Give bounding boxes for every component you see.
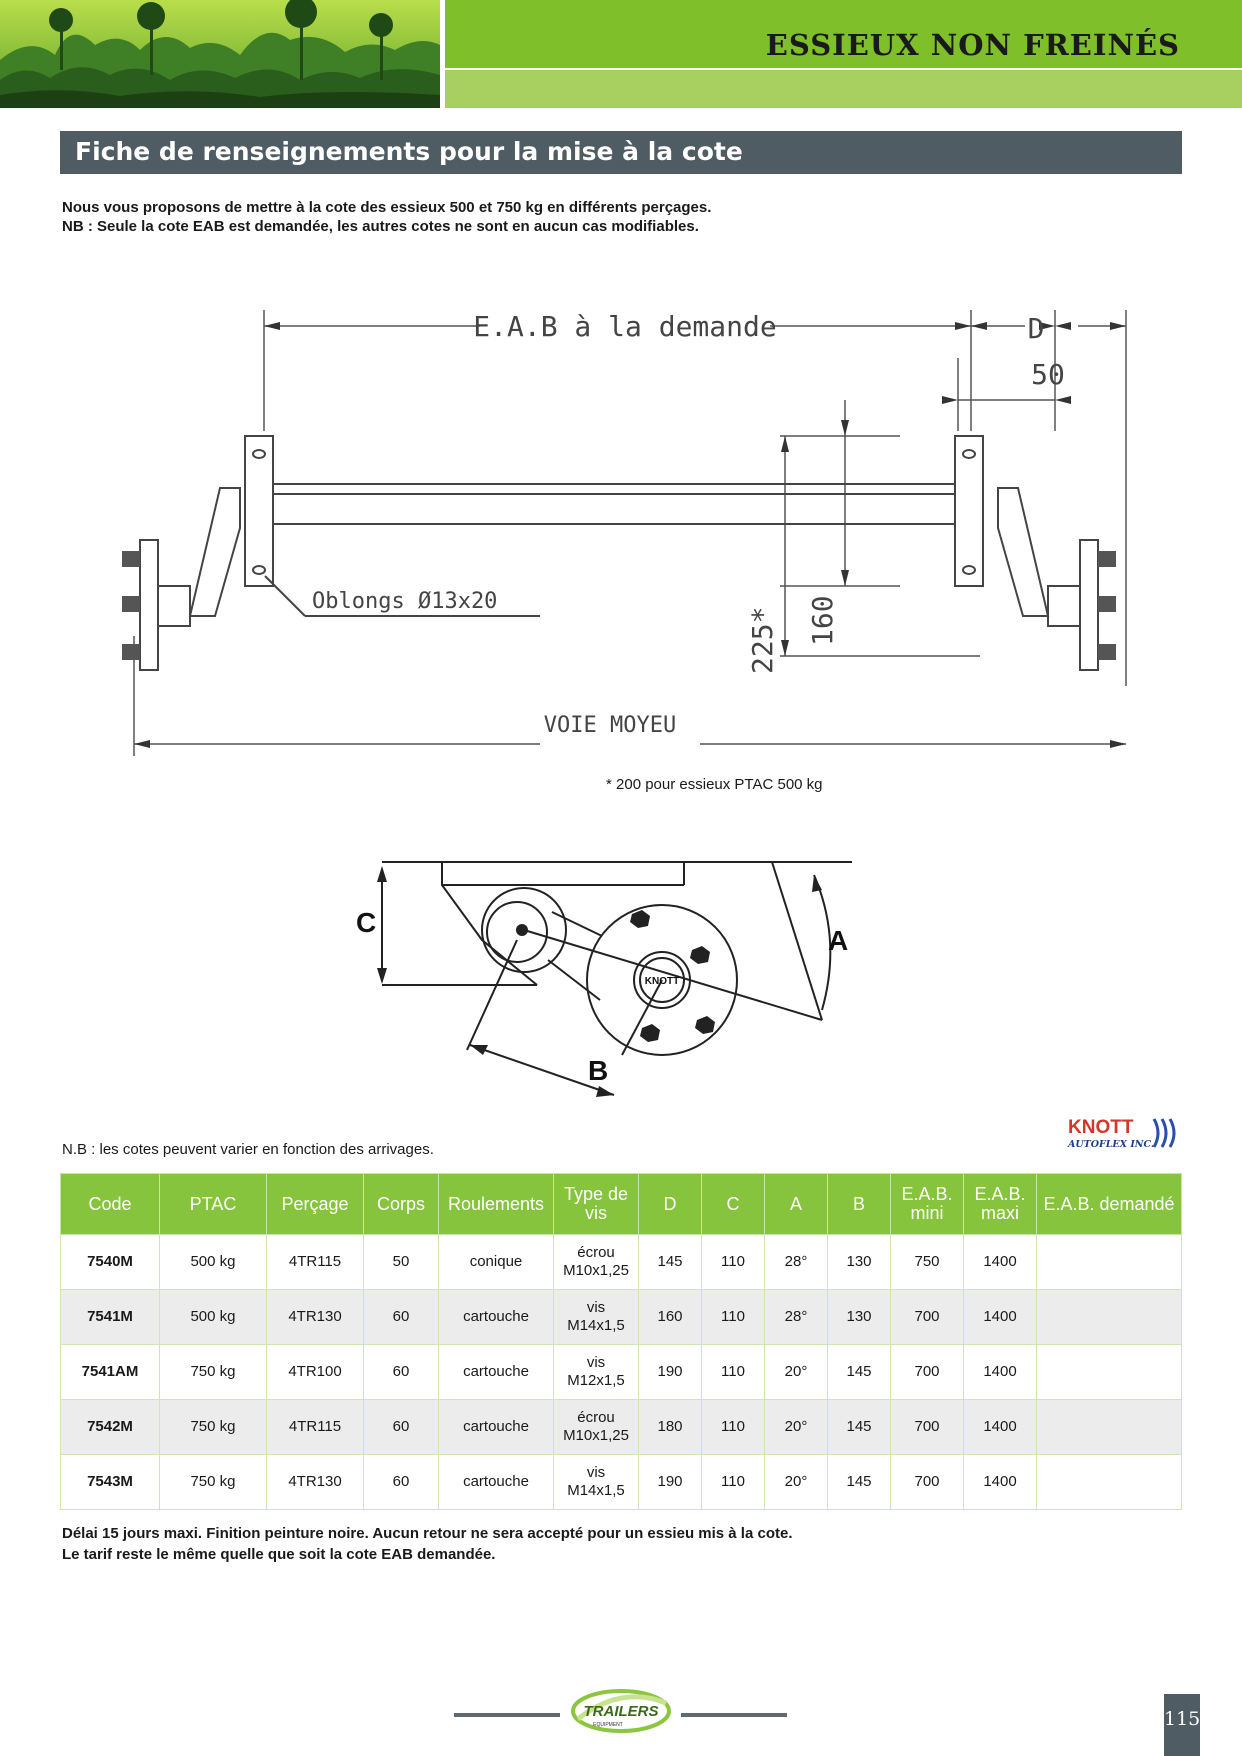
cell-eab-demande[interactable] [1037, 1290, 1182, 1345]
cell-code: 7541AM [61, 1345, 160, 1400]
col-header: PTAC [160, 1174, 267, 1235]
axle-technical-drawing [120, 296, 1140, 766]
cell-eab-demande[interactable] [1037, 1455, 1182, 1510]
hub-logo-text: KNOTT [644, 976, 680, 987]
cell-percage: 4TR130 [267, 1290, 364, 1345]
cell-type-vis: écrou M10x1,25 [554, 1400, 639, 1455]
cell-roulements: cartouche [439, 1290, 554, 1345]
cell-eab-demande[interactable] [1037, 1235, 1182, 1290]
cell-roulements: cartouche [439, 1455, 554, 1510]
nb-note: N.B : les cotes peuvent varier en fonction des arrivages. [62, 1141, 434, 1158]
cell-type-vis: vis M14x1,5 [554, 1455, 639, 1510]
cell-roulements: cartouche [439, 1400, 554, 1455]
table-row [61, 1455, 1182, 1510]
cell-ptac: 750 kg [160, 1455, 267, 1510]
d-dimension-label: D [1027, 312, 1045, 345]
cell-a: 20° [765, 1345, 828, 1400]
intro-line-1: Nous vous proposons de mettre à la cote des essieux 500 et 750 kg en différents perçages. [62, 199, 712, 216]
cell-b: 145 [828, 1400, 891, 1455]
cell-code: 7542M [61, 1400, 160, 1455]
axle-spec-table [60, 1173, 1182, 1510]
page-number: 115 [1164, 1694, 1200, 1756]
cell-corps: 60 [364, 1345, 439, 1400]
col-header: B [828, 1174, 891, 1235]
cell-d: 190 [639, 1345, 702, 1400]
cell-corps: 50 [364, 1235, 439, 1290]
col-header: D [639, 1174, 702, 1235]
col-header: E.A.B. mini [891, 1174, 964, 1235]
cell-percage: 4TR115 [267, 1235, 364, 1290]
forest-banner-image [0, 0, 440, 108]
cell-eab-demande[interactable] [1037, 1400, 1182, 1455]
cell-b: 145 [828, 1455, 891, 1510]
cell-eab-mini: 700 [891, 1290, 964, 1345]
cell-d: 145 [639, 1235, 702, 1290]
table-row [61, 1235, 1182, 1290]
cell-eab-mini: 700 [891, 1345, 964, 1400]
col-header: A [765, 1174, 828, 1235]
cell-a: 20° [765, 1400, 828, 1455]
cell-eab-mini: 750 [891, 1235, 964, 1290]
height-225-label: 225* [746, 606, 779, 674]
cell-eab-demande[interactable] [1037, 1345, 1182, 1400]
col-header: C [702, 1174, 765, 1235]
col-header: E.A.B. maxi [964, 1174, 1037, 1235]
cell-eab-maxi: 1400 [964, 1290, 1037, 1345]
logo-brand-text: KNOTT [1068, 1117, 1134, 1138]
cell-b: 130 [828, 1235, 891, 1290]
logo-sub-text: AUTOFLEX INC. [1068, 1139, 1155, 1150]
cell-eab-maxi: 1400 [964, 1400, 1037, 1455]
cell-type-vis: vis M14x1,5 [554, 1290, 639, 1345]
section-title: Fiche de renseignements pour la mise à la cote [75, 137, 743, 166]
voie-moyeu-label: VOIE MOYEU [543, 713, 677, 738]
footer-logo-text: TRAILERS [583, 1703, 659, 1720]
intro-line-2: NB : Seule la cote EAB est demandée, les autres cotes ne sont en aucun cas modifiables. [62, 218, 699, 235]
table-row [61, 1400, 1182, 1455]
cell-c: 110 [702, 1290, 765, 1345]
hub-angle-drawing [352, 850, 872, 1120]
fifty-dimension-label: 50 [1031, 358, 1065, 391]
dimension-c-label: C [356, 907, 377, 938]
col-header: Code [61, 1174, 160, 1235]
cell-a: 28° [765, 1235, 828, 1290]
cell-eab-maxi: 1400 [964, 1455, 1037, 1510]
cell-c: 110 [702, 1455, 765, 1510]
col-header: Perçage [267, 1174, 364, 1235]
cell-percage: 4TR100 [267, 1345, 364, 1400]
footer-logo-sub: EQUIPMENT [593, 1722, 623, 1728]
cell-code: 7541M [61, 1290, 160, 1345]
cell-eab-mini: 700 [891, 1400, 964, 1455]
col-header: E.A.B. demandé [1037, 1174, 1182, 1235]
col-header: Type de vis [554, 1174, 639, 1235]
cell-roulements: cartouche [439, 1345, 554, 1400]
cell-corps: 60 [364, 1290, 439, 1345]
header-title: ESSIEUX NON FREINÉS [765, 28, 1180, 62]
page-header [0, 0, 1242, 108]
intro-text [62, 198, 711, 236]
closing-line-1: Délai 15 jours maxi. Finition peinture noire. Aucun retour ne sera accepté pour un essieu mis à la cote. [62, 1525, 793, 1542]
dimension-b-label: B [588, 1055, 609, 1086]
knott-autoflex-logo [1066, 1115, 1184, 1151]
cell-b: 130 [828, 1290, 891, 1345]
cell-corps: 60 [364, 1455, 439, 1510]
cell-d: 180 [639, 1400, 702, 1455]
dimension-a-label: A [828, 925, 849, 956]
cell-d: 190 [639, 1455, 702, 1510]
closing-line-2: Le tarif reste le même quelle que soit la cote EAB demandée. [62, 1546, 496, 1563]
cell-ptac: 500 kg [160, 1235, 267, 1290]
section-title-bar [60, 131, 1182, 174]
cell-c: 110 [702, 1400, 765, 1455]
cell-code: 7540M [61, 1235, 160, 1290]
cell-b: 145 [828, 1345, 891, 1400]
col-header: Corps [364, 1174, 439, 1235]
header-light-band [445, 70, 1242, 108]
trailers-equipment-logo [566, 1683, 676, 1737]
eab-dimension-label: E.A.B à la demande [473, 310, 777, 343]
cell-c: 110 [702, 1235, 765, 1290]
closing-text [62, 1523, 792, 1565]
cell-percage: 4TR130 [267, 1455, 364, 1510]
table-row [61, 1290, 1182, 1345]
cell-type-vis: écrou M10x1,25 [554, 1235, 639, 1290]
cell-c: 110 [702, 1345, 765, 1400]
col-header: Roulements [439, 1174, 554, 1235]
cell-percage: 4TR115 [267, 1400, 364, 1455]
cell-eab-maxi: 1400 [964, 1235, 1037, 1290]
cell-ptac: 750 kg [160, 1345, 267, 1400]
cell-type-vis: vis M12x1,5 [554, 1345, 639, 1400]
oblongs-label: Oblongs Ø13x20 [312, 589, 498, 614]
cell-corps: 60 [364, 1400, 439, 1455]
cell-ptac: 750 kg [160, 1400, 267, 1455]
table-row [61, 1345, 1182, 1400]
cell-eab-maxi: 1400 [964, 1345, 1037, 1400]
table-header-row [61, 1174, 1182, 1235]
cell-eab-mini: 700 [891, 1455, 964, 1510]
cell-a: 28° [765, 1290, 828, 1345]
cell-roulements: conique [439, 1235, 554, 1290]
height-160-label: 160 [806, 595, 839, 646]
footer-divider-right [681, 1713, 787, 1717]
footnote: * 200 pour essieux PTAC 500 kg [606, 776, 823, 793]
cell-code: 7543M [61, 1455, 160, 1510]
cell-d: 160 [639, 1290, 702, 1345]
footer-divider-left [454, 1713, 560, 1717]
cell-ptac: 500 kg [160, 1290, 267, 1345]
cell-a: 20° [765, 1455, 828, 1510]
